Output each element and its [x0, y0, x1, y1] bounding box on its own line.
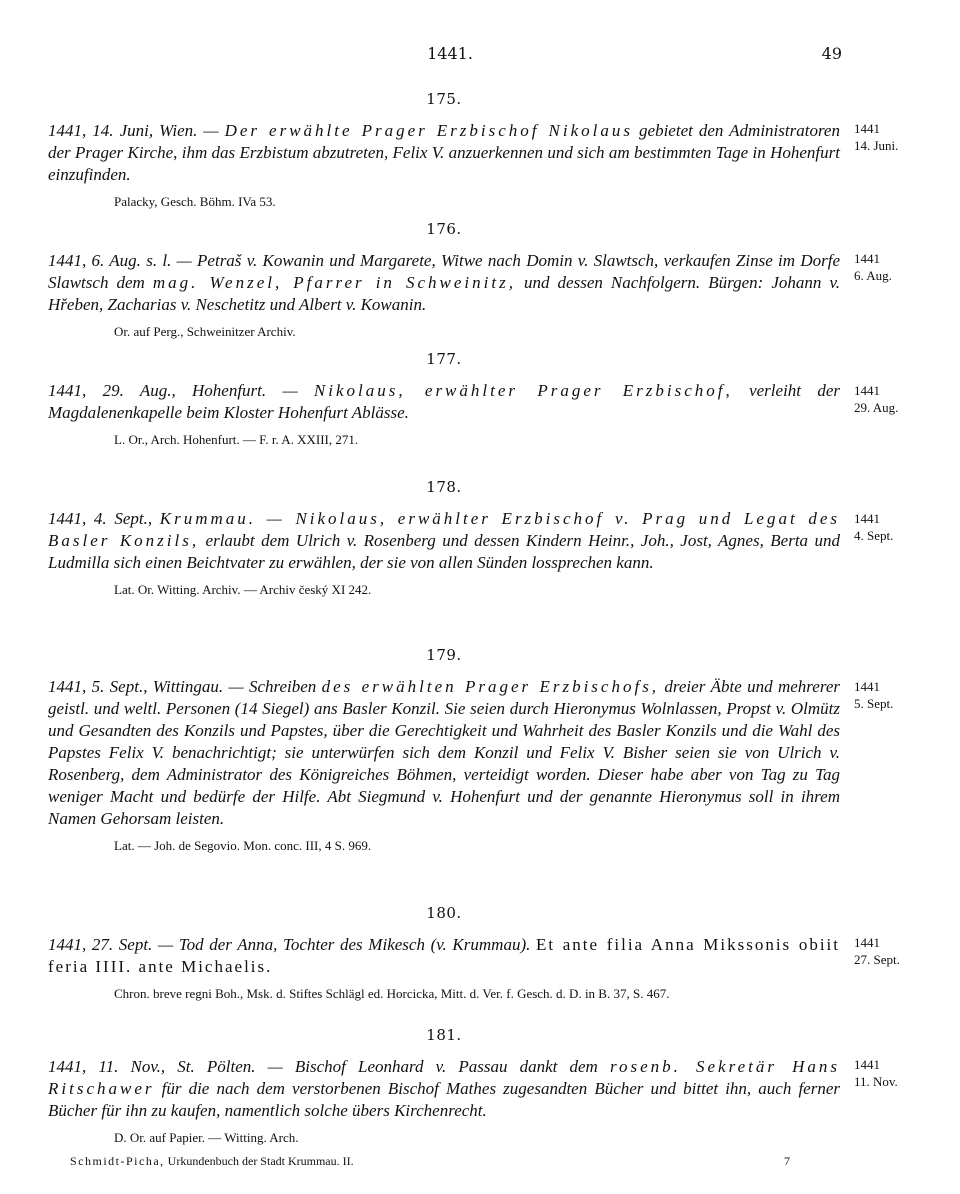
entry-source: Lat. Or. Witting. Archiv. — Archiv český XI 242.: [114, 582, 372, 597]
margin-year: 1441: [854, 935, 880, 950]
entry-text-spaced: Et ante filia Anna Mikssonis obiit feria IIII. ante Michaelis.: [48, 935, 840, 976]
entry-text-spaced: des erwählten Prager Erzbischofs,: [321, 677, 660, 696]
entry-text-spaced: mag. Wenzel, Pfarrer in Schweinitz,: [152, 273, 516, 292]
entry-178: [48, 478, 894, 598]
running-head: [0, 44, 960, 68]
entry-source: D. Or. auf Papier. — Witting. Arch.: [114, 1130, 299, 1145]
page-number: 49: [821, 44, 842, 63]
running-head-year: 1441.: [427, 44, 473, 63]
entry-text-spaced: Nikolaus, erwählter Prager Erzbischof,: [313, 381, 733, 400]
entry-text-rest: und dessen Nachfolgern. Bürgen: Johann v. Hřeben, Zacharias v. Neschetitz und Albert v. Kowanin.: [48, 273, 840, 314]
margin-year: 1441: [854, 383, 880, 398]
entry-text: [48, 120, 840, 186]
margin-day: 11. Nov.: [854, 1074, 898, 1089]
entry-180: [48, 904, 900, 1002]
entry-source: L. Or., Arch. Hohenfurt. — F. r. A. XXIII, 271.: [114, 432, 359, 447]
entry-text: [48, 1056, 840, 1122]
entry-number: 178.: [426, 478, 462, 496]
entry-source: Palacky, Gesch. Böhm. IVa 53.: [114, 194, 276, 209]
entry-text-spaced: Der erwählte Prager Erzbischof Nikolaus: [224, 121, 633, 140]
margin-day: 4. Sept.: [854, 528, 894, 543]
margin-year: 1441: [854, 1057, 880, 1072]
margin-year: 1441: [854, 679, 880, 694]
entry-number: 180.: [426, 904, 462, 922]
margin-day: 29. Aug.: [854, 400, 899, 415]
entry-text: [48, 380, 840, 424]
entry-text-lead: 1441, 5. Sept., Wittingau. — Schreiben: [48, 677, 322, 696]
entry-text: [48, 934, 840, 978]
entry-text-spaced: Krummau. — Nikolaus, erwählter Erzbischof v. Prag und Legat des Basler Konzils,: [48, 509, 840, 550]
margin-year: 1441: [854, 251, 880, 266]
margin-date: [854, 382, 924, 416]
entry-176: [48, 220, 892, 340]
entry-text-lead: 1441, 11. Nov., St. Pölten. — Bischof Leonhard v. Passau dankt dem: [48, 1057, 610, 1076]
entry-text-lead: 1441, 4. Sept.,: [48, 509, 160, 528]
entry-number: 175.: [426, 90, 462, 108]
entry-text-rest: verleiht der Magdalenenkapelle beim Kloster Hohenfurt Ablässe.: [48, 381, 840, 422]
margin-day: 5. Sept.: [854, 696, 894, 711]
entry-source: Lat. — Joh. de Segovio. Mon. conc. III, 4 S. 969.: [114, 838, 372, 853]
entry-text: [48, 250, 840, 316]
margin-day: 14. Juni.: [854, 138, 899, 153]
entry-text-lead: 1441, 27. Sept. — Tod der Anna, Tochter des Mikesch (v. Krummau).: [48, 935, 536, 954]
margin-day: 6. Aug.: [854, 268, 892, 283]
margin-date: [854, 250, 924, 284]
margin-date: [854, 1056, 924, 1090]
entry-text-lead: 1441, 29. Aug., Hohenfurt. —: [48, 381, 314, 400]
entry-175: [48, 90, 899, 210]
entry-text-rest: erlaubt dem Ulrich v. Rosenberg und dessen Kindern Heinr., Joh., Jost, Agnes, Berta und Ludmilla sich einen Beichtvater zu erwählen, der sie von allen Sünden lossprechen kann.: [48, 531, 841, 572]
entry-text: [48, 508, 840, 574]
entry-number: 177.: [426, 350, 462, 368]
margin-year: 1441: [854, 121, 880, 136]
entry-number: 179.: [426, 646, 462, 664]
margin-year: 1441: [854, 511, 880, 526]
entry-number: 176.: [426, 220, 462, 238]
entry-source: Or. auf Perg., Schweinitzer Archiv.: [114, 324, 296, 339]
margin-date: [854, 510, 924, 544]
entry-text-rest: dreier Äbte und mehrerer geistl. und weltl. Personen (14 Siegel) ans Basler Konzil. Sie seien durch Hieronymus Wolnlassen, Propst v. Olmütz und Gesandten des Konzils und Papstes, über die Gerechtigkeit und Wahrheit des Basler Konzils und die Wahl des Papstes Felix V. benachrichtigt; sie unterwürfen sich dem Konzil und Felix V. Bisher seien sie von Ulrich v. Rosenberg, dem Administrator des Königreiches Böhmen, verteidigt worden. Dieser habe aber von Tag zu Tag weniger Macht und bedürfe der Hilfe. Abt Siegmund v. Hohenfurt und der genannte Hieronymus soll in ihrem Namen Gehorsam leisten.: [48, 677, 840, 828]
entry-177: [48, 350, 899, 448]
entry-text: [48, 676, 840, 830]
signature-mark: 7: [784, 1154, 790, 1168]
entry-181: [48, 1026, 898, 1146]
entry-number: 181.: [426, 1026, 462, 1044]
entry-text-rest: gebietet den Administratoren der Prager Kirche, ihm das Erzbistum abzutreten, Felix V. anzuerkennen und sich am bestimmten Tage in Hohenfurt einzufinden.: [48, 121, 840, 184]
entry-text-lead: 1441, 14. Juni, Wien. —: [48, 121, 225, 140]
margin-date: [854, 120, 924, 154]
footer-author: Schmidt-Picha,: [70, 1154, 165, 1168]
footer-citation: Urkundenbuch der Stadt Krummau. II.: [164, 1154, 354, 1168]
entry-text-rest: für die nach dem verstorbenen Bischof Mathes zugesandten Bücher und bittet ihn, auch ferner Bücher für ihn zu kaufen, namentlich solche übers Kirchenrecht.: [48, 1079, 840, 1120]
entry-source: Chron. breve regni Boh., Msk. d. Stiftes Schlägl ed. Horcicka, Mitt. d. Ver. f. Gesch. d. D. in B. 37, S. 467.: [114, 986, 670, 1001]
margin-day: 27. Sept.: [854, 952, 900, 967]
margin-date: [854, 934, 924, 968]
entry-text-lead: 1441, 6. Aug. s. l. — Petraš v. Kowanin und Margarete, Witwe nach Domin v. Slawtsch, verkaufen Zinse im Dorfe Slawtsch dem: [48, 251, 840, 292]
margin-date: [854, 678, 924, 712]
page-footer: [70, 1154, 830, 1169]
entry-text-spaced: rosenb. Sekretär Hans Ritschawer: [48, 1057, 840, 1098]
entry-179: [48, 646, 894, 854]
